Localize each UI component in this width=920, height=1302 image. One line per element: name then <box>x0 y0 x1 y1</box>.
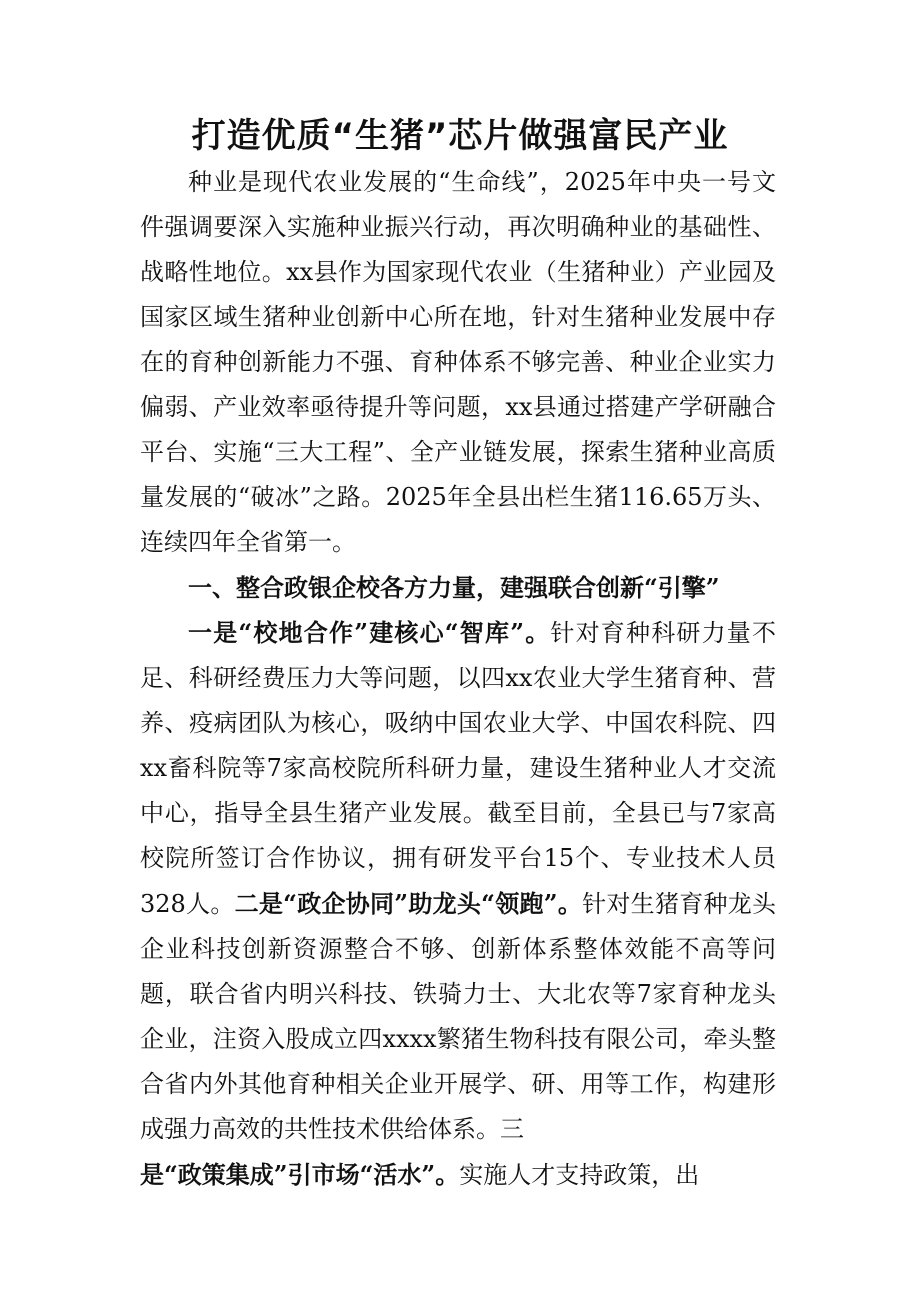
item-2-text: 针对生猪育种龙头企业科技创新资源整合不够、创新体系整体效能不高等问题，联合省内明兴科技、铁骑力士、大北农等7家育种龙头企业，注资入股成立四xxxx繁猪生物科技有限公司，牵头整合省内外其他育种相关企业开展学、研、用等工作，构建形成强力高效的共性技术供给体系。三 <box>140 890 777 1143</box>
item-2-lead: 二是“政企协同”助龙头“领跑”。 <box>234 889 583 918</box>
intro-paragraph: 种业是现代农业发展的“生命线”，2025年中央一号文件强调要深入实施种业振兴行动，再次明确种业的基础性、战略性地位。xx县作为国家现代农业（生猪种业）产业园及国家区域生猪种业创新中心所在地，针对生猪种业发展中存在的育种创新能力不强、育种体系不够完善、种业企业实力偏弱、产业效率亟待提升等问题，xx县通过搭建产学研融合平台、实施“三大工程”、全产业链发展，探索生猪种业高质量发展的“破冰”之路。2025年全县出栏生猪116.65万头、连续四年全省第一。 <box>140 168 776 556</box>
item-3-lead: 是“政策集成”引市场“活水”。 <box>140 1160 460 1189</box>
section-heading-1: 一、整合政银企校各方力量，建强联合创新“引擎” <box>188 573 720 602</box>
document-body <box>140 160 776 1198</box>
item-3-text: 实施人才支持政策，出 <box>459 1161 700 1189</box>
section-1-paragraph <box>140 610 776 1152</box>
section-1-paragraph-cont <box>140 1152 776 1198</box>
document-title: 打造优质“生猪”芯片做强富民产业 <box>191 116 729 156</box>
item-1-lead: 一是“校地合作”建核心“智库”。 <box>188 618 551 647</box>
item-1-text: 针对育种科研力量不足、科研经费压力大等问题，以四xx农业大学生猪育种、营养、疫病团队为核心，吸纳中国农业大学、中国农科院、四xx畜科院等7家高校院所科研力量，建设生猪种业人才交流中心，指导全县生猪产业发展。截至目前，全县已与7家高校院所签订合作协议，拥有研发平台15个、专业技术人员328人。 <box>140 619 776 918</box>
